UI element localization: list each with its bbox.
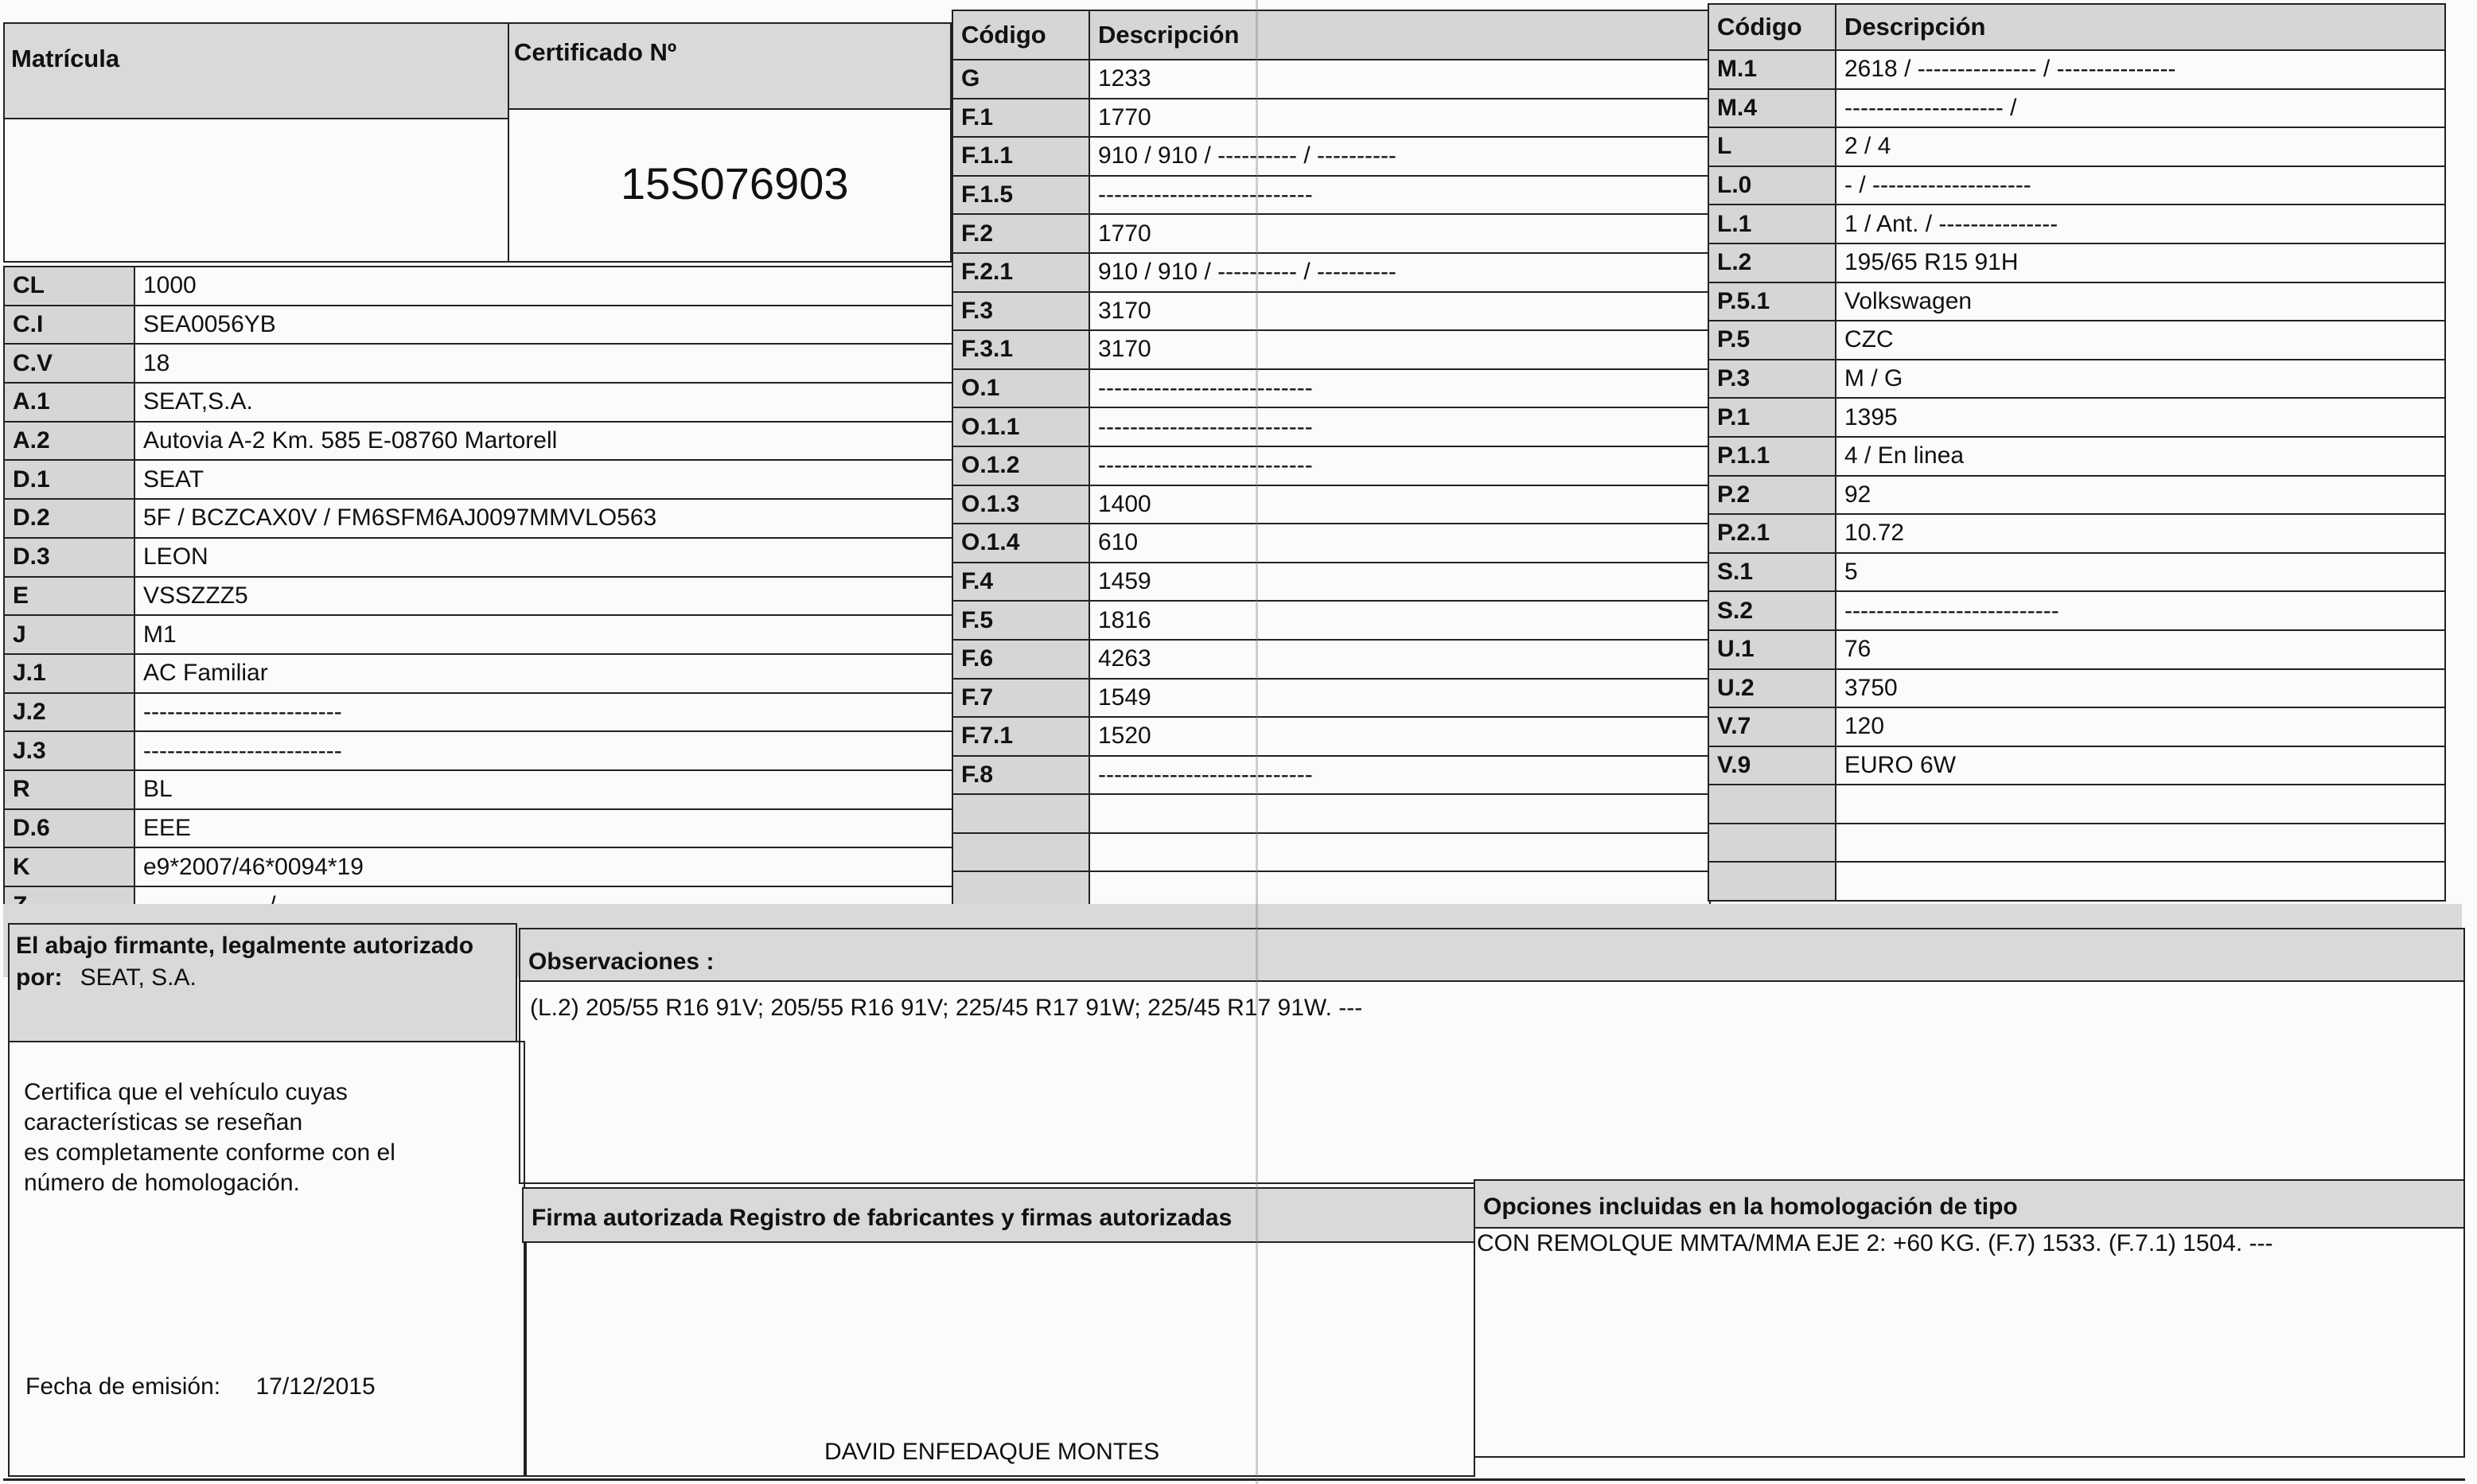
field-code: P.2.1 bbox=[1708, 514, 1836, 553]
column2-table bbox=[952, 10, 1711, 911]
field-value: LEON bbox=[134, 538, 964, 577]
field-value: - / -------------------- bbox=[1836, 166, 2445, 205]
field-value: 1770 bbox=[1089, 214, 1710, 253]
table-row bbox=[4, 847, 964, 886]
field-value: 2618 / --------------- / --------------- bbox=[1836, 50, 2445, 89]
field-value: --------------------------- bbox=[1089, 369, 1710, 408]
column3-header-row bbox=[1708, 4, 2445, 50]
field-code bbox=[952, 833, 1089, 872]
field-value: 1549 bbox=[1089, 679, 1710, 718]
field-value: 2 / 4 bbox=[1836, 127, 2445, 166]
field-code bbox=[1708, 824, 1836, 863]
table-row bbox=[1708, 591, 2445, 630]
field-value: AC Familiar bbox=[134, 654, 964, 693]
field-code: G bbox=[952, 60, 1089, 99]
column3-rows bbox=[1708, 50, 2445, 901]
field-value: 1520 bbox=[1089, 717, 1710, 756]
signer-company: SEAT, S.A. bbox=[80, 964, 197, 991]
field-code: O.1.2 bbox=[952, 446, 1089, 485]
table-row bbox=[952, 214, 1710, 253]
table-row bbox=[1708, 553, 2445, 592]
matricula-value-box bbox=[3, 118, 509, 263]
column3-codigo-header: Código bbox=[1708, 4, 1836, 50]
field-value: ------------------------- bbox=[134, 693, 964, 732]
field-code: CL bbox=[4, 267, 134, 306]
field-code: S.1 bbox=[1708, 553, 1836, 592]
field-value: 76 bbox=[1836, 630, 2445, 669]
field-code: F.5 bbox=[952, 601, 1089, 640]
field-value: 120 bbox=[1836, 707, 2445, 746]
field-code: P.1 bbox=[1708, 398, 1836, 437]
field-value: Autovia A-2 Km. 585 E-08760 Martorell bbox=[134, 422, 964, 461]
field-code: L.1 bbox=[1708, 204, 1836, 243]
field-code: O.1.1 bbox=[952, 407, 1089, 446]
table-row bbox=[952, 176, 1710, 215]
table-row bbox=[4, 499, 964, 538]
column2-descripcion-header: Descripción bbox=[1089, 10, 1710, 60]
fecha-label: Fecha de emisión: bbox=[25, 1373, 221, 1400]
field-code: O.1.3 bbox=[952, 485, 1089, 524]
table-row bbox=[1708, 166, 2445, 205]
table-row bbox=[4, 267, 964, 306]
field-code: D.3 bbox=[4, 538, 134, 577]
table-row bbox=[1708, 514, 2445, 553]
table-row bbox=[4, 770, 964, 809]
field-value: 10.72 bbox=[1836, 514, 2445, 553]
matricula-label: Matrícula bbox=[11, 45, 120, 72]
field-code bbox=[1708, 785, 1836, 824]
table-row bbox=[952, 60, 1710, 99]
field-value: -------------------- / bbox=[1836, 89, 2445, 128]
table-row bbox=[952, 524, 1710, 563]
field-value: M1 bbox=[134, 615, 964, 654]
field-value: M / G bbox=[1836, 360, 2445, 399]
observaciones-text: (L.2) 205/55 R16 91V; 205/55 R16 91V; 225/45 R17 91W; 225/45 R17 91W. --- bbox=[530, 995, 1363, 1021]
table-row bbox=[1708, 824, 2445, 863]
field-code: M.1 bbox=[1708, 50, 1836, 89]
field-code: J.2 bbox=[4, 693, 134, 732]
table-row bbox=[952, 485, 1710, 524]
field-code: L.0 bbox=[1708, 166, 1836, 205]
certificado-number: 15S076903 bbox=[621, 158, 849, 208]
table-row bbox=[1708, 862, 2445, 901]
field-value: BL bbox=[134, 770, 964, 809]
firmante-name: DAVID ENFEDAQUE MONTES bbox=[824, 1439, 1160, 1465]
field-code: K bbox=[4, 847, 134, 886]
opciones-body bbox=[1474, 1227, 2465, 1458]
field-value: --------------------------- bbox=[1089, 407, 1710, 446]
fecha-value: 17/12/2015 bbox=[255, 1373, 376, 1400]
table-row bbox=[952, 253, 1710, 292]
field-code: P.5 bbox=[1708, 321, 1836, 360]
column2-codigo-header: Código bbox=[952, 10, 1089, 60]
field-code: F.1 bbox=[952, 99, 1089, 138]
table-row bbox=[4, 306, 964, 345]
observaciones-label: Observaciones : bbox=[528, 948, 715, 975]
table-row bbox=[952, 563, 1710, 602]
field-value: 5F / BCZCAX0V / FM6SFM6AJ0097MMVLO563 bbox=[134, 499, 964, 538]
table-row bbox=[952, 640, 1710, 679]
field-code: P.1.1 bbox=[1708, 437, 1836, 476]
firma-body bbox=[525, 1241, 1475, 1477]
field-value: Volkswagen bbox=[1836, 282, 2445, 321]
field-value: 1400 bbox=[1089, 485, 1710, 524]
field-code: V.7 bbox=[1708, 707, 1836, 746]
field-value: 92 bbox=[1836, 476, 2445, 515]
field-value: SEAT bbox=[134, 460, 964, 499]
field-value: VSSZZZ5 bbox=[134, 577, 964, 616]
signer-por-label: por: bbox=[16, 964, 63, 991]
table-row bbox=[1708, 282, 2445, 321]
table-row bbox=[4, 693, 964, 732]
field-value: 1770 bbox=[1089, 99, 1710, 138]
field-code: F.7.1 bbox=[952, 717, 1089, 756]
field-value: 910 / 910 / ---------- / ---------- bbox=[1089, 253, 1710, 292]
field-code: J.1 bbox=[4, 654, 134, 693]
field-code: C.V bbox=[4, 344, 134, 383]
field-code: J.3 bbox=[4, 731, 134, 770]
field-value bbox=[1836, 785, 2445, 824]
field-code: U.1 bbox=[1708, 630, 1836, 669]
field-value bbox=[1836, 862, 2445, 901]
observaciones-body bbox=[519, 980, 2465, 1184]
field-code: D.1 bbox=[4, 460, 134, 499]
opciones-label: Opciones incluidas en la homologación de tipo bbox=[1483, 1194, 2018, 1220]
field-code: C.I bbox=[4, 306, 134, 345]
field-value bbox=[1836, 824, 2445, 863]
field-value: --------------------------- bbox=[1836, 591, 2445, 630]
column2-rows bbox=[952, 60, 1710, 910]
table-row bbox=[4, 538, 964, 577]
field-value: 910 / 910 / ---------- / ---------- bbox=[1089, 137, 1710, 176]
table-row bbox=[1708, 437, 2445, 476]
field-value: CZC bbox=[1836, 321, 2445, 360]
field-value: --------------------------- bbox=[1089, 756, 1710, 795]
field-code bbox=[1708, 862, 1836, 901]
table-row bbox=[952, 137, 1710, 176]
field-value: 18 bbox=[134, 344, 964, 383]
table-row bbox=[1708, 398, 2445, 437]
field-value: EURO 6W bbox=[1836, 746, 2445, 785]
field-code: L bbox=[1708, 127, 1836, 166]
field-value: ------------------------- bbox=[134, 731, 964, 770]
field-code: O.1.4 bbox=[952, 524, 1089, 563]
table-row bbox=[4, 654, 964, 693]
table-row bbox=[1708, 669, 2445, 708]
table-row bbox=[952, 292, 1710, 331]
field-value: --------------------------- bbox=[1089, 446, 1710, 485]
field-code: P.5.1 bbox=[1708, 282, 1836, 321]
field-code: A.2 bbox=[4, 422, 134, 461]
table-row bbox=[1708, 360, 2445, 399]
field-code: F.7 bbox=[952, 679, 1089, 718]
field-value: --------------------------- bbox=[1089, 176, 1710, 215]
table-row bbox=[1708, 50, 2445, 89]
field-code: D.2 bbox=[4, 499, 134, 538]
table-row bbox=[1708, 785, 2445, 824]
field-value: 1459 bbox=[1089, 563, 1710, 602]
field-value: EEE bbox=[134, 809, 964, 848]
certificado-value-box bbox=[508, 108, 952, 263]
field-value: SEAT,S.A. bbox=[134, 383, 964, 422]
field-code: M.4 bbox=[1708, 89, 1836, 128]
field-code: F.3 bbox=[952, 292, 1089, 331]
table-row bbox=[4, 344, 964, 383]
field-code: P.3 bbox=[1708, 360, 1836, 399]
column3-descripcion-header: Descripción bbox=[1836, 4, 2445, 50]
bottom-rule bbox=[3, 1478, 2465, 1481]
field-value: 1816 bbox=[1089, 601, 1710, 640]
table-row bbox=[4, 383, 964, 422]
table-row bbox=[4, 809, 964, 848]
field-code: A.1 bbox=[4, 383, 134, 422]
table-row bbox=[1708, 89, 2445, 128]
field-code: V.9 bbox=[1708, 746, 1836, 785]
signer-title: El abajo firmante, legalmente autorizado bbox=[16, 933, 474, 959]
field-code: R bbox=[4, 770, 134, 809]
field-value: 4 / En linea bbox=[1836, 437, 2445, 476]
opciones-text: CON REMOLQUE MMTA/MMA EJE 2: +60 KG. (F.7) 1533. (F.7.1) 1504. --- bbox=[1477, 1230, 2273, 1256]
certify-line-2: características se reseñan bbox=[24, 1109, 303, 1135]
opciones-header bbox=[1474, 1179, 2465, 1229]
table-row bbox=[1708, 204, 2445, 243]
field-code: F.1.1 bbox=[952, 137, 1089, 176]
field-code: F.2 bbox=[952, 214, 1089, 253]
table-row bbox=[4, 577, 964, 616]
table-row bbox=[952, 679, 1710, 718]
field-code: J bbox=[4, 615, 134, 654]
field-code: L.2 bbox=[1708, 243, 1836, 282]
certify-line-4: número de homologación. bbox=[24, 1170, 300, 1196]
matricula-header bbox=[3, 22, 509, 119]
field-code: P.2 bbox=[1708, 476, 1836, 515]
firma-label: Firma autorizada Registro de fabricantes y firmas autorizadas bbox=[532, 1205, 1233, 1231]
observaciones-header bbox=[519, 928, 2465, 982]
table-row bbox=[4, 460, 964, 499]
table-row bbox=[952, 717, 1710, 756]
field-value: 3170 bbox=[1089, 292, 1710, 331]
table-row bbox=[1708, 630, 2445, 669]
table-row bbox=[952, 369, 1710, 408]
field-value: 3170 bbox=[1089, 330, 1710, 369]
column2-header-row bbox=[952, 10, 1710, 60]
field-code: O.1 bbox=[952, 369, 1089, 408]
field-value: 195/65 R15 91H bbox=[1836, 243, 2445, 282]
field-code: F.1.5 bbox=[952, 176, 1089, 215]
column1-rows bbox=[4, 267, 964, 925]
table-row bbox=[952, 330, 1710, 369]
table-row bbox=[4, 731, 964, 770]
field-value: 1233 bbox=[1089, 60, 1710, 99]
table-row bbox=[1708, 746, 2445, 785]
field-value: 5 bbox=[1836, 553, 2445, 592]
field-code: U.2 bbox=[1708, 669, 1836, 708]
table-row bbox=[1708, 243, 2445, 282]
table-row bbox=[952, 833, 1710, 872]
table-row bbox=[1708, 321, 2445, 360]
table-row bbox=[1708, 476, 2445, 515]
table-row bbox=[952, 446, 1710, 485]
certificado-header bbox=[508, 22, 952, 110]
certify-line-1: Certifica que el vehículo cuyas bbox=[24, 1079, 348, 1105]
field-value: 3750 bbox=[1836, 669, 2445, 708]
field-value: SEA0056YB bbox=[134, 306, 964, 345]
field-value: 610 bbox=[1089, 524, 1710, 563]
table-row bbox=[4, 615, 964, 654]
paper-fold-line bbox=[1256, 0, 1258, 1484]
field-value: 1 / Ant. / --------------- bbox=[1836, 204, 2445, 243]
table-row bbox=[952, 99, 1710, 138]
field-code: E bbox=[4, 577, 134, 616]
table-row bbox=[952, 407, 1710, 446]
table-row bbox=[952, 601, 1710, 640]
table-row bbox=[1708, 707, 2445, 746]
table-row bbox=[952, 794, 1710, 833]
field-code: F.2.1 bbox=[952, 253, 1089, 292]
field-value bbox=[1089, 794, 1710, 833]
field-code bbox=[952, 794, 1089, 833]
table-row bbox=[1708, 127, 2445, 166]
table-row bbox=[4, 422, 964, 461]
firma-header bbox=[522, 1187, 1475, 1243]
field-code: F.6 bbox=[952, 640, 1089, 679]
column1-table bbox=[3, 266, 964, 926]
field-code: S.2 bbox=[1708, 591, 1836, 630]
column3-table bbox=[1708, 3, 2446, 902]
field-value bbox=[1089, 833, 1710, 872]
field-value: 1395 bbox=[1836, 398, 2445, 437]
signer-body bbox=[8, 1041, 525, 1477]
field-code: F.8 bbox=[952, 756, 1089, 795]
certify-line-3: es completamente conforme con el bbox=[24, 1139, 395, 1166]
field-value: 1000 bbox=[134, 267, 964, 306]
certificado-label: Certificado Nº bbox=[514, 38, 677, 66]
field-value: 4263 bbox=[1089, 640, 1710, 679]
field-code: F.3.1 bbox=[952, 330, 1089, 369]
field-value: e9*2007/46*0094*19 bbox=[134, 847, 964, 886]
table-row bbox=[952, 756, 1710, 795]
signer-header bbox=[8, 923, 517, 1042]
field-code: D.6 bbox=[4, 809, 134, 848]
field-code: F.4 bbox=[952, 563, 1089, 602]
